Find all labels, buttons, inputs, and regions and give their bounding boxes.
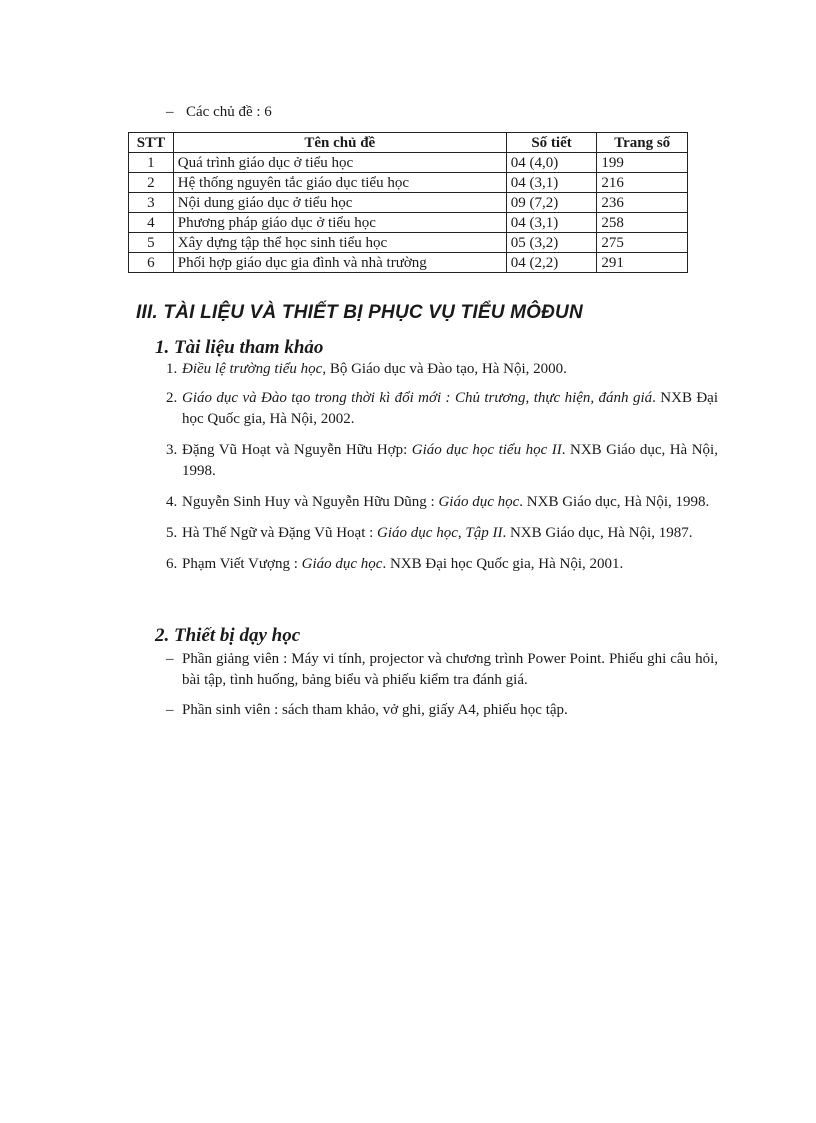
reference-list bbox=[166, 359, 718, 585]
equipment-text: Phần giảng viên : Máy vi tính, projector và chương trình Power Point. Phiếu ghi câu hỏi, bài tập, tình huống, bảng biểu và phiếu kiểm tra đánh giá. bbox=[182, 651, 718, 688]
reference-authors: Hà Thế Ngữ và Đặng Vũ Hoạt : bbox=[182, 525, 378, 541]
reference-details: . NXB Giáo dục, Hà Nội, 1987. bbox=[502, 525, 693, 541]
equipment-list bbox=[166, 649, 718, 730]
cell-page: 236 bbox=[597, 193, 688, 213]
reference-title: Giáo dục học bbox=[301, 556, 383, 572]
item-number: 5. bbox=[166, 525, 178, 541]
list-item bbox=[166, 649, 718, 691]
cell-page: 291 bbox=[597, 253, 688, 273]
table-row bbox=[129, 173, 688, 193]
reference-title: Giáo dục và Đào tạo trong thời kì đổi mới : Chủ trương, thực hiện, đánh giá bbox=[182, 390, 653, 406]
item-number: 2. bbox=[166, 390, 178, 406]
cell-periods: 04 (3,1) bbox=[506, 213, 597, 233]
cell-topic-name: Phối hợp giáo dục gia đình và nhà trường bbox=[173, 253, 506, 273]
reference-authors: Đặng Vũ Hoạt và Nguyễn Hữu Hợp: bbox=[182, 442, 412, 458]
reference-volume: Tập II bbox=[465, 525, 503, 541]
cell-periods: 04 (2,2) bbox=[506, 253, 597, 273]
table-row bbox=[129, 233, 688, 253]
cell-periods: 05 (3,2) bbox=[506, 233, 597, 253]
reference-details: , Bộ Giáo dục và Đào tạo, Hà Nội, 2000. bbox=[322, 361, 567, 377]
table-row bbox=[129, 193, 688, 213]
cell-topic-name: Xây dựng tập thể học sinh tiểu học bbox=[173, 233, 506, 253]
cell-topic-name: Nội dung giáo dục ở tiểu học bbox=[173, 193, 506, 213]
section-heading: III. TÀI LIỆU VÀ THIẾT BỊ PHỤC VỤ TIỂU MÔĐUN bbox=[136, 302, 583, 323]
reference-title: Giáo dục học bbox=[377, 525, 458, 541]
topic-count-text: Các chủ đề : 6 bbox=[186, 104, 272, 120]
topics-table bbox=[128, 132, 688, 273]
dash-bullet: – bbox=[166, 104, 174, 120]
subheading-equipment: 2. Thiết bị dạy học bbox=[155, 625, 301, 646]
item-number: 4. bbox=[166, 494, 178, 510]
header-topic-name: Tên chủ đề bbox=[173, 133, 506, 153]
cell-stt: 6 bbox=[129, 253, 174, 273]
table-row bbox=[129, 213, 688, 233]
cell-stt: 4 bbox=[129, 213, 174, 233]
item-number: 3. bbox=[166, 442, 178, 458]
cell-stt: 3 bbox=[129, 193, 174, 213]
reference-authors: Nguyễn Sinh Huy và Nguyễn Hữu Dũng : bbox=[182, 494, 439, 510]
cell-page: 216 bbox=[597, 173, 688, 193]
cell-stt: 2 bbox=[129, 173, 174, 193]
cell-periods: 04 (3,1) bbox=[506, 173, 597, 193]
reference-separator: , bbox=[457, 525, 466, 541]
topic-count-line bbox=[166, 104, 272, 121]
reference-title: Điều lệ trường tiểu học bbox=[182, 361, 323, 377]
header-page: Trang số bbox=[597, 133, 688, 153]
list-item bbox=[166, 523, 718, 544]
cell-topic-name: Quá trình giáo dục ở tiểu học bbox=[173, 153, 506, 173]
list-item bbox=[166, 554, 718, 575]
reference-title: Giáo dục học tiểu học II bbox=[411, 442, 562, 458]
reference-details: . NXB Giáo dục, Hà Nội, 1998. bbox=[182, 442, 718, 479]
cell-stt: 1 bbox=[129, 153, 174, 173]
header-periods: Số tiết bbox=[506, 133, 597, 153]
table-row bbox=[129, 253, 688, 273]
cell-topic-name: Phương pháp giáo dục ở tiểu học bbox=[173, 213, 506, 233]
reference-details: . NXB Đại học Quốc gia, Hà Nội, 2002. bbox=[182, 390, 719, 427]
dash-bullet: – bbox=[166, 702, 174, 718]
list-item bbox=[166, 388, 718, 430]
reference-details: . NXB Đại học Quốc gia, Hà Nội, 2001. bbox=[382, 556, 624, 572]
dash-bullet: – bbox=[166, 651, 174, 667]
reference-details: . NXB Giáo dục, Hà Nội, 1998. bbox=[519, 494, 710, 510]
cell-page: 199 bbox=[597, 153, 688, 173]
list-item bbox=[166, 492, 718, 513]
item-number: 1. bbox=[166, 361, 178, 377]
reference-authors: Phạm Viết Vượng : bbox=[182, 556, 302, 572]
reference-title: Giáo dục học bbox=[438, 494, 520, 510]
cell-periods: 04 (4,0) bbox=[506, 153, 597, 173]
list-item bbox=[166, 359, 718, 380]
cell-topic-name: Hệ thống nguyên tắc giáo dục tiểu học bbox=[173, 173, 506, 193]
header-stt: STT bbox=[129, 133, 174, 153]
equipment-text: Phần sinh viên : sách tham khảo, vở ghi, giấy A4, phiếu học tập. bbox=[182, 702, 568, 718]
list-item bbox=[166, 440, 718, 482]
cell-periods: 09 (7,2) bbox=[506, 193, 597, 213]
table-header-row bbox=[129, 133, 688, 153]
cell-page: 258 bbox=[597, 213, 688, 233]
list-item bbox=[166, 700, 718, 721]
cell-stt: 5 bbox=[129, 233, 174, 253]
table-row bbox=[129, 153, 688, 173]
item-number: 6. bbox=[166, 556, 178, 572]
cell-page: 275 bbox=[597, 233, 688, 253]
subheading-references: 1. Tài liệu tham khảo bbox=[155, 337, 324, 358]
